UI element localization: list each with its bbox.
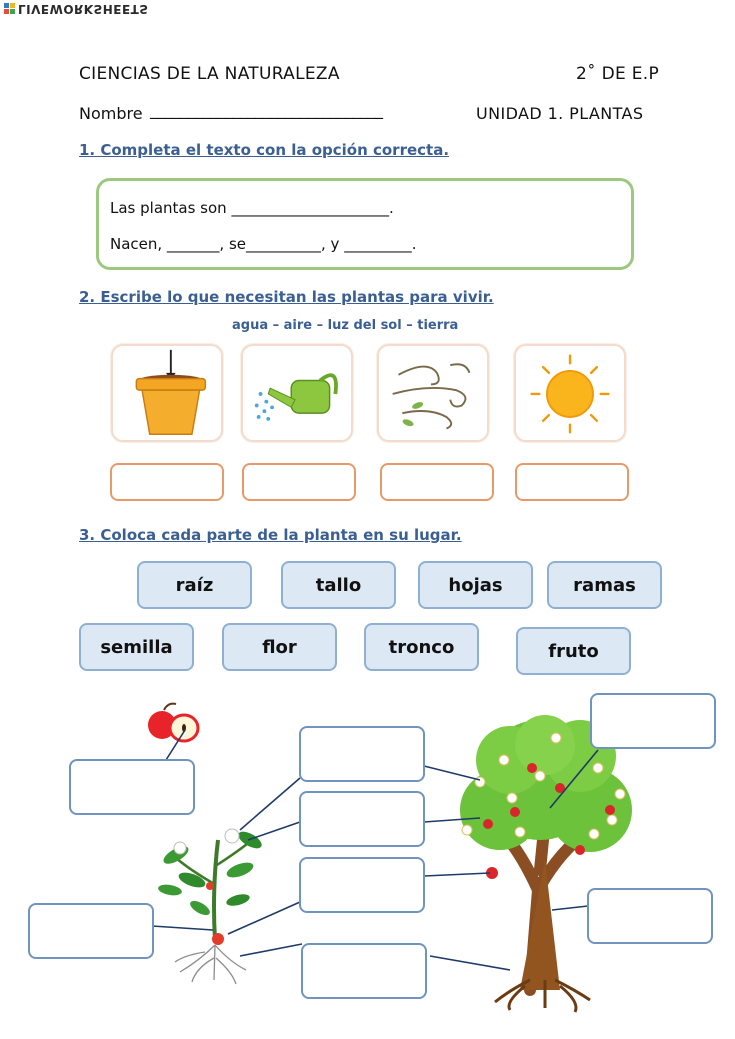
subject-title: CIENCIAS DE LA NATURALEZA: [79, 64, 340, 84]
logo-squares-icon: [4, 4, 15, 15]
word-card-tallo[interactable]: tallo: [281, 561, 396, 609]
label-box-tallo[interactable]: [299, 857, 425, 913]
name-label: Nombre: [79, 104, 143, 123]
watering-can-icon: [243, 346, 351, 440]
name-line[interactable]: _______________________________: [150, 100, 383, 119]
answer-box-sun[interactable]: [515, 463, 629, 501]
word-card-ramas[interactable]: ramas: [547, 561, 662, 609]
word-card-hojas[interactable]: hojas: [418, 561, 533, 609]
apple-icon: [148, 704, 198, 741]
word-card-fruto[interactable]: fruto: [516, 627, 631, 675]
label-box-flor[interactable]: [299, 726, 425, 782]
small-plant-icon: [157, 828, 264, 984]
tree-icon: [460, 715, 632, 1012]
fill-text-box: [96, 178, 634, 270]
label-box-semilla[interactable]: [28, 903, 154, 959]
label-box-tronco[interactable]: [587, 888, 713, 944]
picture-soil: [111, 344, 223, 442]
word-card-semilla[interactable]: semilla: [79, 623, 194, 671]
fill-line-1[interactable]: Las plantas son _____________________.: [110, 199, 394, 217]
label-box-raiz[interactable]: [301, 943, 427, 999]
label-box-ramas[interactable]: [590, 693, 716, 749]
word-card-raiz[interactable]: raíz: [137, 561, 252, 609]
fill-line-2[interactable]: Nacen, _______, se__________, y _________.: [110, 235, 417, 253]
flower-pot-icon: [113, 346, 221, 440]
section2-heading: 2. Escribe lo que necesitan las plantas para vivir.: [79, 288, 494, 306]
word-card-tronco[interactable]: tronco: [364, 623, 479, 671]
liveworksheets-logo: [4, 2, 148, 16]
sun-icon: [516, 346, 624, 440]
word-card-flor[interactable]: flor: [222, 623, 337, 671]
picture-water: [241, 344, 353, 442]
section3-heading: 3. Coloca cada parte de la planta en su lugar.: [79, 526, 462, 544]
options-hint: agua – aire – luz del sol – tierra: [232, 318, 459, 333]
answer-box-soil[interactable]: [110, 463, 224, 501]
grade-label: 2˚ DE E.P: [576, 64, 660, 84]
answer-box-air[interactable]: [380, 463, 494, 501]
logo-text: LIVEWORKSHEETS: [18, 2, 149, 16]
picture-sun: [514, 344, 626, 442]
wind-icon: [379, 346, 487, 440]
label-box-hojas[interactable]: [299, 791, 425, 847]
answer-box-water[interactable]: [242, 463, 356, 501]
unit-label: UNIDAD 1. PLANTAS: [476, 104, 644, 123]
label-box-fruto[interactable]: [69, 759, 195, 815]
picture-air: [377, 344, 489, 442]
section1-heading: 1. Completa el texto con la opción correcta.: [79, 141, 450, 159]
